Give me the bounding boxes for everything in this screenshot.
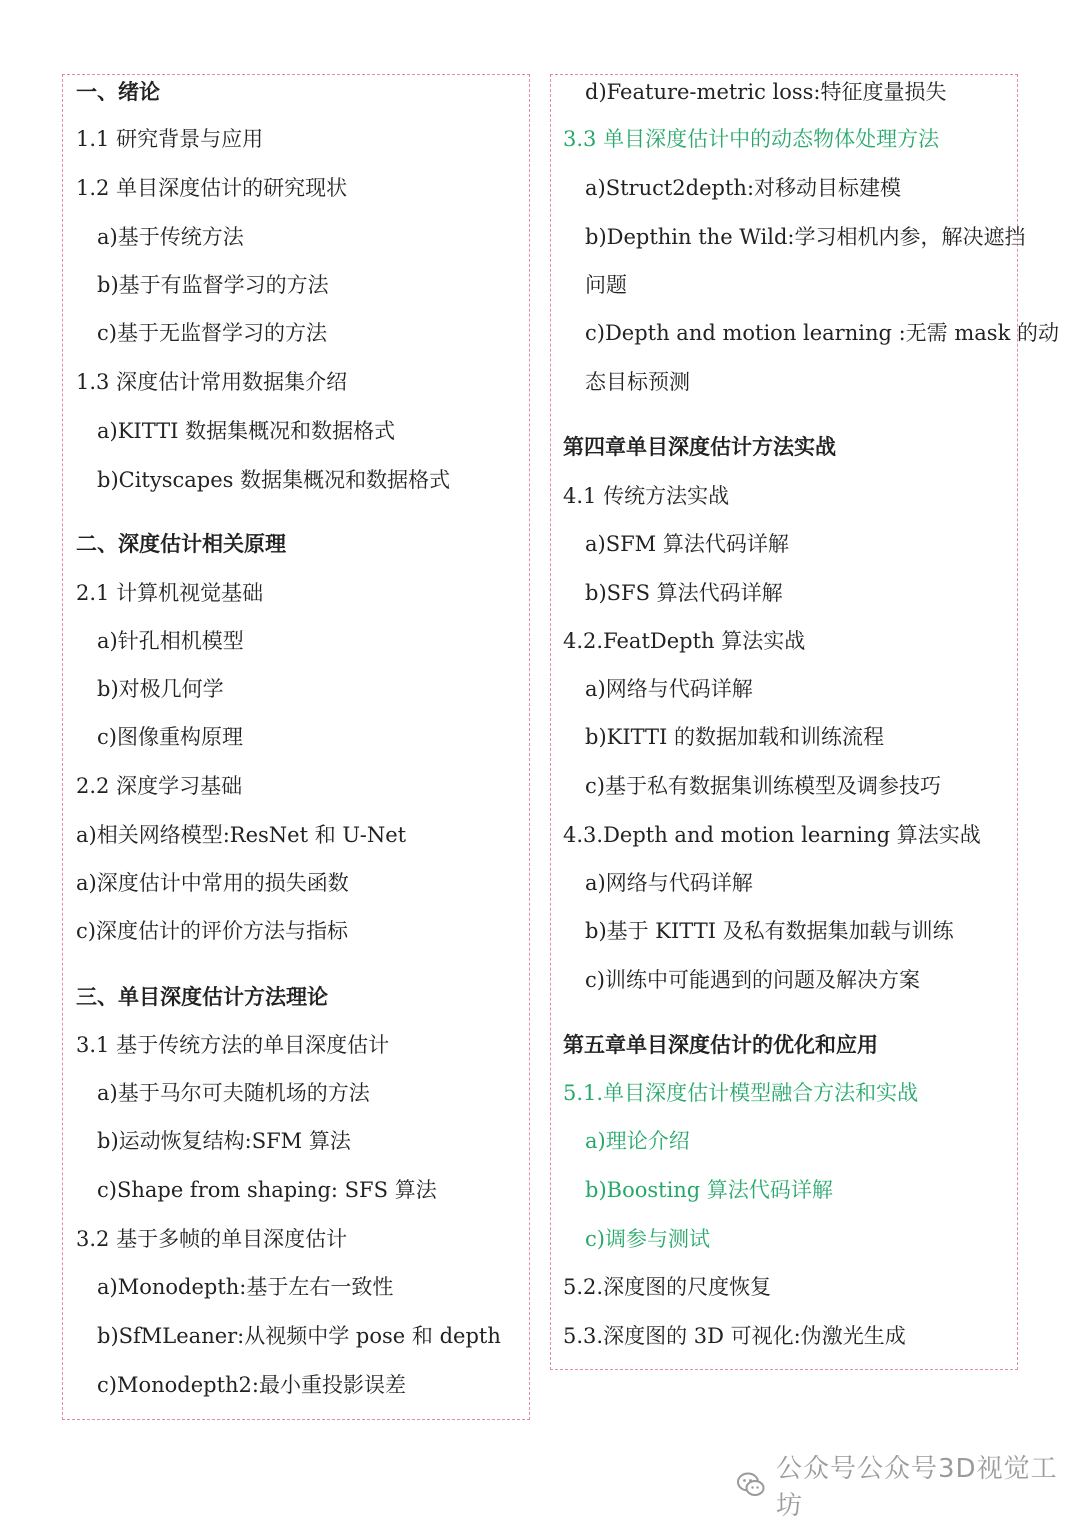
outline-item: a)网络与代码详解 bbox=[585, 677, 753, 701]
outline-item: b)SfMLeaner:从视频中学 pose 和 depth bbox=[97, 1324, 501, 1348]
outline-item: c)Shape from shaping: SFS 算法 bbox=[97, 1178, 437, 1202]
outline-item: 4.1 传统方法实战 bbox=[563, 484, 730, 508]
outline-item: 2.2 深度学习基础 bbox=[76, 774, 243, 798]
outline-item: 4.3.Depth and motion learning 算法实战 bbox=[563, 823, 981, 847]
wechat-icon bbox=[736, 1470, 766, 1500]
outline-heading-2: 二、深度估计相关原理 bbox=[76, 532, 286, 556]
outline-item-continued: 态目标预测 bbox=[585, 370, 690, 394]
outline-item: c)基于私有数据集训练模型及调参技巧 bbox=[585, 774, 941, 798]
outline-heading-1: 一、绪论 bbox=[76, 80, 160, 104]
outline-item: c)训练中可能遇到的问题及解决方案 bbox=[585, 968, 920, 992]
outline-item: c)基于无监督学习的方法 bbox=[97, 321, 327, 345]
outline-item: b)基于有监督学习的方法 bbox=[97, 273, 329, 297]
outline-item: 1.1 研究背景与应用 bbox=[76, 127, 264, 151]
outline-item: a)KITTI 数据集概况和数据格式 bbox=[97, 419, 396, 443]
outline-heading-4: 第四章单目深度估计方法实战 bbox=[563, 435, 836, 459]
outline-item: 4.2.FeatDepth 算法实战 bbox=[563, 629, 806, 653]
outline-item: d)Feature-metric loss:特征度量损失 bbox=[585, 80, 947, 104]
outline-heading-3: 三、单目深度估计方法理论 bbox=[76, 985, 328, 1009]
outline-heading-5: 第五章单目深度估计的优化和应用 bbox=[563, 1033, 878, 1057]
outline-item: b)基于 KITTI 及私有数据集加载与训练 bbox=[585, 919, 954, 943]
outline-item: a)网络与代码详解 bbox=[585, 871, 753, 895]
outline-item: b)Cityscapes 数据集概况和数据格式 bbox=[97, 468, 451, 492]
outline-item: b)SFS 算法代码详解 bbox=[585, 581, 783, 605]
outline-item: a)SFM 算法代码详解 bbox=[585, 532, 789, 556]
outline-item: a)深度估计中常用的损失函数 bbox=[76, 871, 349, 895]
outline-item: b)Depthin the Wild:学习相机内参，解决遮挡 bbox=[585, 225, 1026, 249]
outline-item: a)Monodepth:基于左右一致性 bbox=[97, 1275, 394, 1299]
outline-item: 2.1 计算机视觉基础 bbox=[76, 581, 264, 605]
outline-item-highlight: c)调参与测试 bbox=[585, 1227, 710, 1251]
outline-item-highlight: b)Boosting 算法代码详解 bbox=[585, 1178, 833, 1202]
right-outline-box bbox=[550, 74, 1018, 1370]
outline-item: b)KITTI 的数据加载和训练流程 bbox=[585, 725, 884, 749]
outline-item: a)基于传统方法 bbox=[97, 225, 244, 249]
outline-item: a)基于马尔可夫随机场的方法 bbox=[97, 1081, 370, 1105]
outline-item: c)Monodepth2:最小重投影误差 bbox=[97, 1373, 406, 1397]
outline-item: 5.3.深度图的 3D 可视化:伪激光生成 bbox=[563, 1324, 906, 1348]
outline-item: 1.3 深度估计常用数据集介绍 bbox=[76, 370, 348, 394]
outline-item: 3.2 基于多帧的单目深度估计 bbox=[76, 1227, 348, 1251]
outline-item: b)对极几何学 bbox=[97, 677, 224, 701]
outline-item: c)Depth and motion learning :无需 mask 的动 bbox=[585, 321, 1059, 345]
watermark-text: 公众号公众号3D视觉工坊 bbox=[776, 1454, 1058, 1521]
outline-item-highlight: a)理论介绍 bbox=[585, 1129, 690, 1153]
outline-item: a)Struct2depth:对移动目标建模 bbox=[585, 176, 902, 200]
outline-item: a)相关网络模型:ResNet 和 U-Net bbox=[76, 823, 407, 847]
outline-item: 5.2.深度图的尺度恢复 bbox=[563, 1275, 772, 1299]
watermark bbox=[736, 1454, 1080, 1521]
outline-item: a)针孔相机模型 bbox=[97, 629, 244, 653]
outline-item: 1.2 单目深度估计的研究现状 bbox=[76, 176, 348, 200]
outline-item: c)深度估计的评价方法与指标 bbox=[76, 919, 348, 943]
outline-item: c)图像重构原理 bbox=[97, 725, 243, 749]
outline-item: 3.1 基于传统方法的单目深度估计 bbox=[76, 1033, 390, 1057]
outline-item-highlight: 3.3 单目深度估计中的动态物体处理方法 bbox=[563, 127, 940, 151]
outline-item-highlight: 5.1.单目深度估计模型融合方法和实战 bbox=[563, 1081, 919, 1105]
outline-item-continued: 问题 bbox=[585, 273, 627, 297]
outline-item: b)运动恢复结构:SFM 算法 bbox=[97, 1129, 351, 1153]
